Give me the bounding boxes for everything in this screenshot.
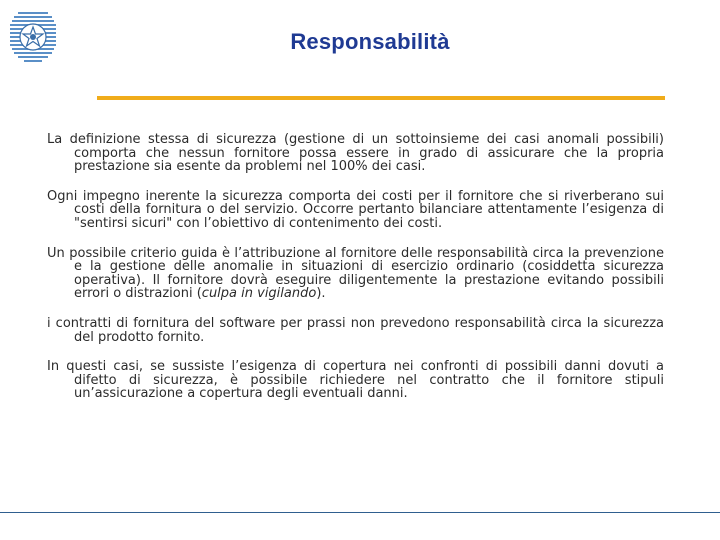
paragraph-5: In questi casi, se sussiste l’esigenza di copertura nei confronti di possibili danni dovuti a difetto di sicurezza, è possibile richiedere nel contratto che il fornitore stipuli un’assicurazione a copertura degli eventuali danni. [47, 359, 664, 402]
title-underline [97, 96, 665, 100]
paragraph-3-emphasis: culpa in vigilando [201, 286, 317, 302]
paragraph-3-text-after: ). [316, 286, 326, 302]
paragraph-4: i contratti di fornitura del software per prassi non prevedono responsabilità circa la sicurezza del prodotto fornito. [47, 315, 664, 345]
paragraph-3 [47, 247, 664, 301]
paragraph-3-text-before: Un possibile criterio guida è l’attribuzione al fornitore delle responsabilità circa la prevenzione e la gestione delle anomalie in situazioni di esercizio ordinario (cosiddetta sicurezza operativa). Il fornitore dovrà eseguire diligentemente la prestazione evitando possibili errori o distrazioni ( [47, 245, 664, 302]
content-body [47, 133, 664, 401]
page-title: Responsabilità [290, 29, 450, 54]
paragraph-1: La definizione stessa di sicurezza (gestione di un sottoinsieme dei casi anomali possibili) comporta che nessun fornitore possa essere in grado di assicurare che la propria prestazione sia esente da problemi nel 100% dei casi. [47, 132, 664, 175]
paragraph-2: Ogni impegno inerente la sicurezza comporta dei costi per il fornitore che si riverberano sui costi della fornitura o del servizio. Occorre pertanto bilanciare attentamente l’esigenza di "sentirsi sicuri" con l’obiettivo di contenimento dei costi. [47, 188, 664, 231]
footer-divider [0, 512, 720, 513]
